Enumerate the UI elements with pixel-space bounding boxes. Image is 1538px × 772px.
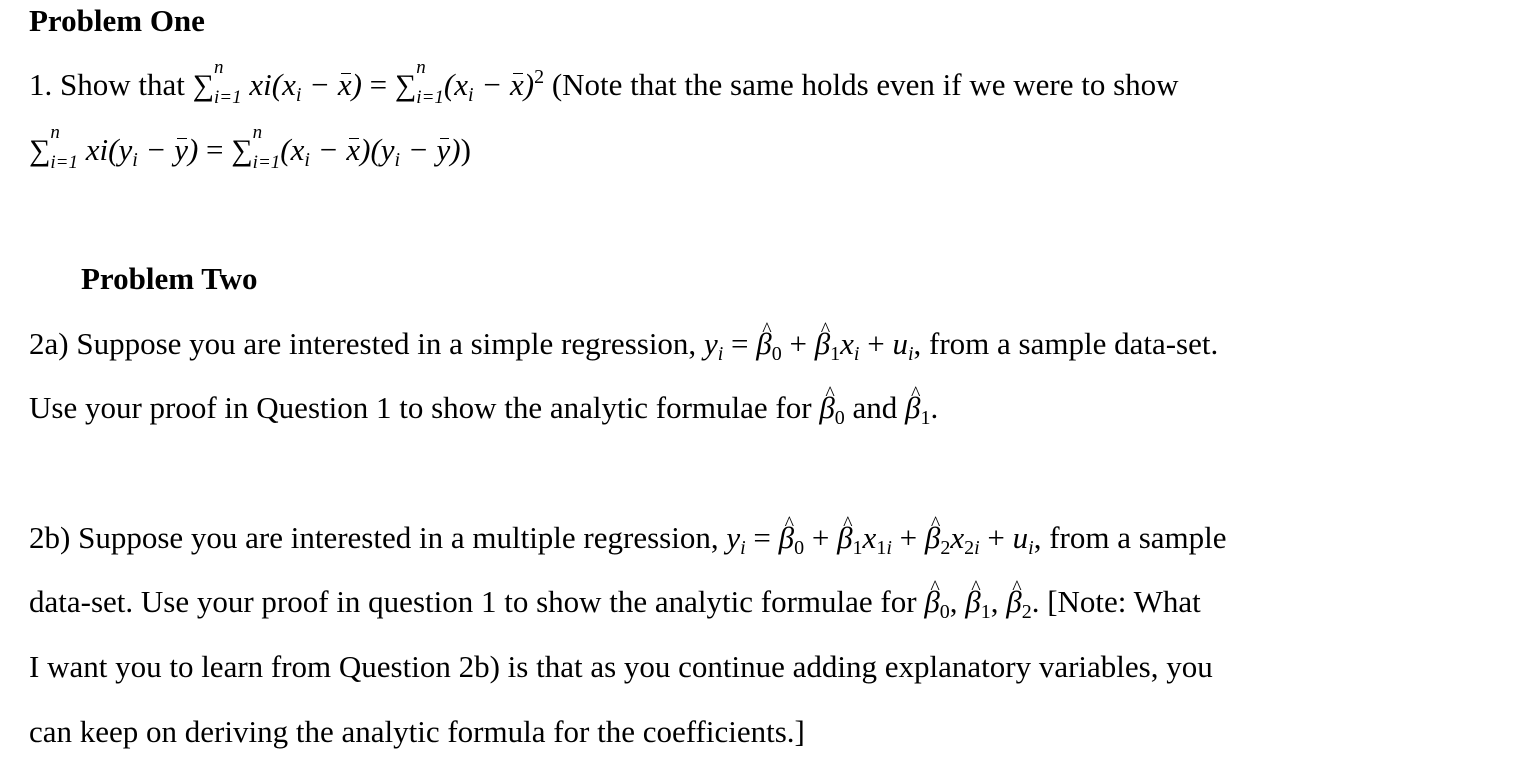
question-2a-line-2-prefix: Use your proof in Question 1 to show the analytic formulae for (29, 390, 820, 425)
multiple-regression-equation: $y_i$ = ^ $\beta_0$ + ^ $\beta_1x_{1i}$ + ^ $\beta_2x_{2i} + u_i$ (726, 520, 1033, 555)
question-2a-line-1 (29, 324, 1218, 364)
question-2b-prefix: 2b) Suppose you are interested in a multiple regression, (29, 520, 727, 555)
question-2b-suffix: , from a sample (1033, 520, 1227, 555)
question-1-line-2 (29, 122, 471, 173)
question-2a-and: and (844, 390, 906, 425)
simple-regression-equation: $y_i$ = ^ $\beta_0$ + ^ $\beta_1x_i + u_i$ (704, 326, 914, 361)
question-1-note: (Note that the same holds even if we were to show (544, 67, 1179, 102)
question-2a-suffix: , from a sample data-set. (913, 326, 1219, 361)
question-2b-line-2-prefix: data-set. Use your proof in question 1 to show the analytic formulae for (29, 584, 925, 619)
identity-y-version: ∑ n i=1 $xi(y_i - y)$ = ∑ n $i=1(x_i - x)(y_i - y)$) (29, 122, 471, 173)
question-2b-line-3: I want you to learn from Question 2b) is that as you continue adding explanatory variables, you (29, 649, 1213, 684)
beta-hats-list: ^ $\beta_0$, ^ $\beta_1$, ^ $\beta_2$ (924, 584, 1031, 619)
question-2a-prefix: 2a) Suppose you are interested in a simple regression, (29, 326, 704, 361)
question-2b-line-2-suffix: . [Note: What (1031, 584, 1201, 619)
problem-two-heading: Problem Two (81, 261, 258, 296)
question-2b-line-1 (29, 518, 1227, 558)
question-2b-line-4: can keep on deriving the analytic formula for the coefficients.] (29, 714, 805, 749)
question-2b-line-2 (29, 582, 1201, 622)
beta-1-hat: ^ $\beta_1$ (905, 390, 930, 425)
beta-0-hat: ^ $\beta_0$ (819, 390, 844, 425)
question-1-line-1 (29, 57, 1179, 108)
question-1-prefix: 1. Show that (29, 67, 193, 102)
question-2a-line-2: Use your proof in Question 1 to show the analytic formulae for ^ $\beta_0$ and ^ $\beta_1$. (29, 388, 938, 428)
identity-lhs: ∑ n i=1 $xi(x_i - x)$ = ∑ n $i=1(x_i - x)^2$ (192, 57, 545, 108)
problem-one-heading: Problem One (29, 3, 205, 38)
